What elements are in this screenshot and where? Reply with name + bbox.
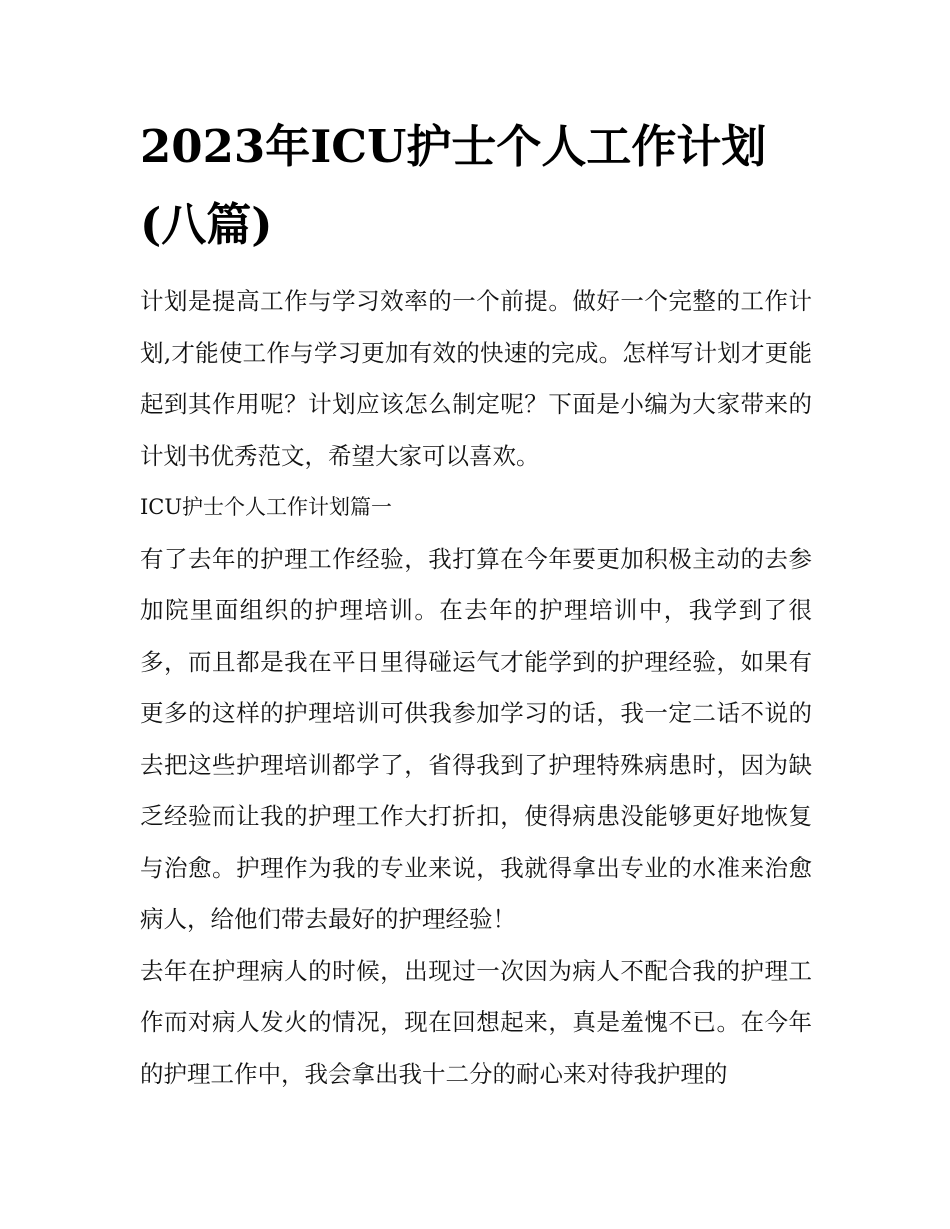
document-title: 2023年ICU护士个人工作计划(八篇) xyxy=(140,120,767,251)
section-heading: ICU护士个人工作计划篇一 xyxy=(140,495,393,519)
body-paragraph-1: 有了去年的护理工作经验，我打算在今年要更加积极主动的去参加院里面组织的护理培训。在去年的护理培训中，我学到了很多，而且都是我在平日里得碰运气才能学到的护理经验，如果有更多的这样的护理培训可供我参加学习的话，我一定二话不说的去把这些护理培训都学了，省得我到了护理特殊病患时，因为缺乏经验而让我的护理工作大打折扣，使得病患没能够更好地恢复与治愈。护理作为我的专业来说，我就得拿出专业的水准来治愈病人，给他们带去最好的护理经验！ xyxy=(140,544,812,933)
body-paragraph-2: 去年在护理病人的时候，出现过一次因为病人不配合我的护理工作而对病人发火的情况，现在回想起来，真是羞愧不已。在今年的护理工作中，我会拿出我十二分的耐心来对待我护理的 xyxy=(140,956,812,1088)
document-body xyxy=(140,108,812,1100)
intro-paragraph: 计划是提高工作与学习效率的一个前提。做好一个完整的工作计划,才能使工作与学习更加有效的快速的完成。怎样写计划才更能起到其作用呢？计划应该怎么制定呢？下面是小编为大家带来的计划书优秀范文，希望大家可以喜欢。 xyxy=(140,287,812,470)
